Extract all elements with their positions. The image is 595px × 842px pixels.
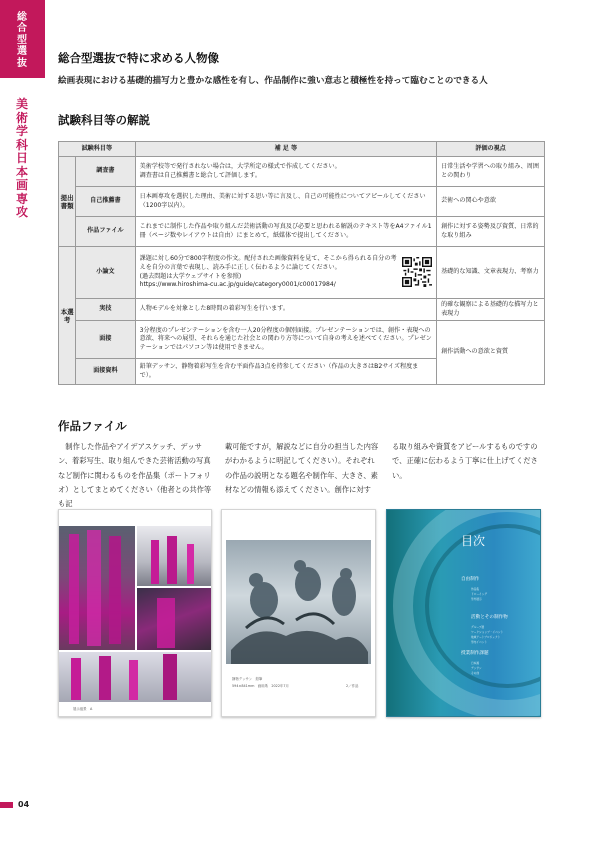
sculpture-photo [226,540,371,664]
toc-item: ワークショップ・イベント [471,630,504,634]
row-subject: 小論文 [76,247,135,299]
toc-title: 目次 [461,534,486,548]
row-detail: 日本画専攻を選択した理由、美術に対する思い等に言及し、自己の可能性についてアピールしてください（1200字以内）。 [135,187,436,217]
portfolio-text-col3: る取り組みや資質をアピールするものですので、正確に伝わるよう丁寧に仕上げてください。 [392,442,538,480]
section-title-portfolio: 作品ファイル [58,419,127,433]
essay-detail-text: 課題に対し60分で800字程度の作文。配付された画像資料を見て、そこから得られる自分の考えを自分の言葉で表現し、読み手に正しく伝わるように論じてください。 (過去問題は大学ウェブサイトを参照) https://www.hiroshima-cu.ac.jp/guide/category0001/c00017984/ [139,255,397,289]
row-view: 日常生活や学習への取り組み、周囲との関わり [437,157,545,187]
sample-caption-title: 静物デッサン 鉛筆 [232,677,263,681]
toc-section: 授業制作課題 [461,651,489,656]
row-detail: 美術学校等で発行されない場合は，大学所定の様式で作成してください。 調査書は自己推薦書と総合して評価します。 [135,157,436,187]
group-label-documents: 提出書類 [59,157,76,247]
row-view: 基礎的な知識、文章表現力、考察力 [437,247,545,299]
row-subject: 調査書 [76,157,135,187]
portfolio-text-col1: 制作した作品やアイデアスケッチ、デッサン、着彩写生、取り組んできた芸術活動の写真など制作に関わるものを作品集（ポートフォリオ）としてまとめてください（他者との共作等も記 [58,442,212,509]
table-row [59,217,545,247]
section-title-persona: 総合型選抜で特に求める人物像 [58,51,219,65]
row-subject: 面接 [76,321,135,359]
toc-item: 作品集 [471,587,480,591]
group-label-main: 本選考 [59,247,76,385]
header-view: 評価の視点 [437,142,545,157]
toc-section: 活動とその制作物 [471,615,508,620]
sample-caption-spec: 594×841mm 画用紙 2022年7月 [232,684,289,688]
table-row [59,247,545,299]
row-subject: 自己推薦書 [76,187,135,217]
toc-item: グループ展 [471,625,485,629]
qr-code-icon[interactable] [402,257,432,287]
exhibition-photo-1 [59,526,135,650]
row-view: 創作活動への意欲と資質 [437,321,545,385]
table-row [59,299,545,321]
row-view: 芸術への関心や意欲 [437,187,545,217]
subjects-table [58,141,545,385]
portfolio-text-col2: 載可能ですが，解説などに自分の担当した内容がわかるように明記してください）。それぞれの作品の説明となる題名や制作年、大きさ、素材などの情報も添えてください。創作に対す [225,442,379,494]
row-subject: 面接資料 [76,359,135,385]
table-row [59,321,545,359]
page-number: 04 [18,800,30,809]
toc-section: 自由制作 [461,577,480,582]
sidebar-tab-label: 総合型選抜 [17,12,27,69]
sample-page-sculpture [221,509,376,717]
row-detail: 鉛筆デッサン、静物着彩写生を含む平面作品3点を持参してください（作品の大きさはB2サイズ程度まで）。 [135,359,436,385]
page-number-bar [0,802,13,808]
toc-item: ドローイング [471,592,488,596]
section-title-subjects: 試験科目等の解説 [58,113,150,127]
toc-item: 学内イベント [471,640,488,644]
sidebar-department: 美術学科日本画専攻 [15,97,28,219]
row-view: 的確な観察による基礎的な描写力と表現力 [437,299,545,321]
table-header-row [59,142,545,157]
toc-item: 地域アートプロジェクト [471,635,501,639]
row-subject: 実技 [76,299,135,321]
table-row [59,187,545,217]
sample-caption-page: 2／作品 [346,684,359,688]
persona-lead: 絵画表現における基礎的描写力と豊かな感性を有し、作品制作に強い意志と積極性を持って臨むことのできる人 [58,76,488,86]
toc-item: 学外展示 [471,597,482,601]
bird-sculpture-illustration [226,540,371,664]
row-detail-essay [135,247,436,299]
toc-item: その他 [471,671,480,675]
exhibition-photo-3 [137,588,211,650]
sample-caption: 展示風景 A [73,707,93,711]
exhibition-photo-2 [137,526,211,586]
toc-item: デッサン [471,666,482,670]
exhibition-photo-4 [59,652,211,702]
sample-page-toc [386,509,541,717]
row-detail: これまでに制作した作品や取り組んだ芸術活動の写真及び必要と思われる解説のテキスト等をA4ファイル1冊（ページ数やレイアウトは自由）にまとめて，紙媒体で提出してください。 [135,217,436,247]
row-detail: 3分程度のプレゼンテーションを含む一人20分程度の個別面接。プレゼンテーションでは、創作・表現への意欲、将来への展望、それらを通じた社会との関わり方等について自身の考えを述べてください。プレゼンテーションではパソコン等は使用できません。 [135,321,436,359]
header-subject: 試験科目等 [59,142,136,157]
header-detail: 補 足 等 [135,142,436,157]
row-detail: 人物モデルを対象とした8時間の着彩写生を行います。 [135,299,436,321]
row-subject: 作品ファイル [76,217,135,247]
row-view: 創作に対する姿勢及び資質、日常的な取り組み [437,217,545,247]
table-row [59,157,545,187]
sample-page-exhibition [58,509,212,717]
toc-item: 日本画 [471,661,480,665]
